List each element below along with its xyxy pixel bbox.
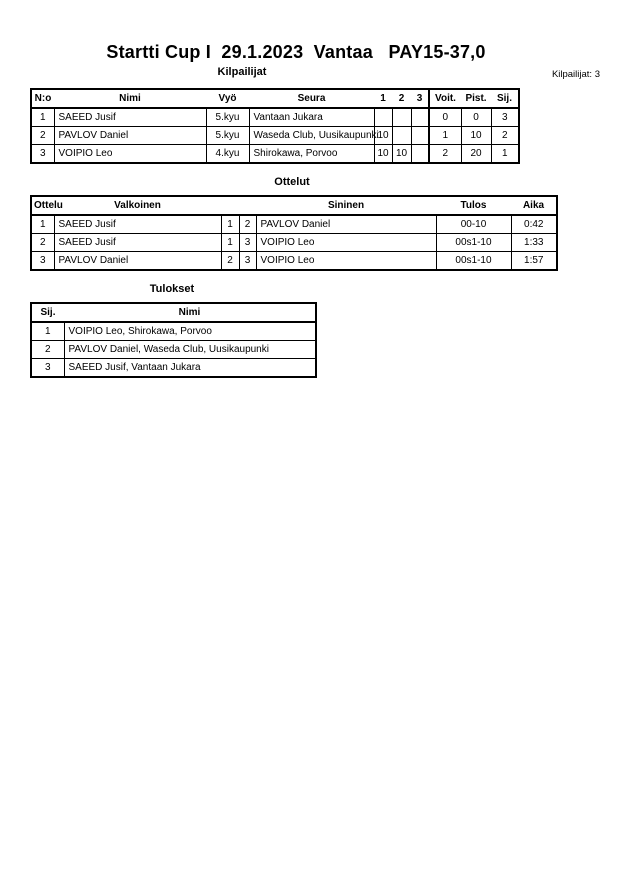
- table-row: [31, 234, 557, 252]
- cell-match2: [392, 108, 411, 127]
- cell-nimi: PAVLOV Daniel, Waseda Club, Uusikaupunki: [64, 341, 316, 359]
- table-row: [31, 322, 316, 341]
- cell-vyo: 4.kyu: [206, 145, 249, 164]
- cell-sij: 2: [31, 341, 64, 359]
- cell-nimi: SAEED Jusif: [54, 108, 206, 127]
- cell-sininen: VOIPIO Leo: [256, 234, 436, 252]
- cell-aika: 0:42: [511, 215, 557, 234]
- cell-ottelu: 2: [31, 234, 54, 252]
- cell-sininen: PAVLOV Daniel: [256, 215, 436, 234]
- ottelut-table: [30, 195, 558, 271]
- col-header-spacer: [239, 196, 256, 215]
- table-row: [31, 127, 519, 145]
- table-row: [31, 359, 316, 378]
- table-row: [31, 108, 519, 127]
- cell-nimi: VOIPIO Leo: [54, 145, 206, 164]
- table-row: [31, 145, 519, 164]
- cell-nimi: VOIPIO Leo, Shirokawa, Porvoo: [64, 322, 316, 341]
- cell-match3: [411, 145, 429, 164]
- kilpailijat-header-row: [31, 89, 519, 108]
- cell-match2: 10: [392, 145, 411, 164]
- competitors-count-label: Kilpailijat: 3: [551, 69, 600, 80]
- cell-ottelu: 1: [31, 215, 54, 234]
- cell-pist: 10: [461, 127, 491, 145]
- col-header-sininen: Sininen: [256, 196, 436, 215]
- cell-seura: Vantaan Jukara: [249, 108, 374, 127]
- cell-valkoinen: SAEED Jusif: [54, 215, 221, 234]
- col-header-nimi: Nimi: [64, 303, 316, 322]
- cell-vyo: 5.kyu: [206, 108, 249, 127]
- col-header-nimi: Nimi: [54, 89, 206, 108]
- cell-sij: 3: [491, 108, 519, 127]
- cell-aika: 1:57: [511, 252, 557, 271]
- cell-voit: 0: [429, 108, 461, 127]
- cell-sininen-no: 3: [239, 252, 256, 271]
- col-header-sij: Sij.: [491, 89, 519, 108]
- cell-vyo: 5.kyu: [206, 127, 249, 145]
- cell-valkoinen-no: 1: [221, 215, 239, 234]
- cell-sininen-no: 3: [239, 234, 256, 252]
- col-header-seura: Seura: [249, 89, 374, 108]
- cell-tulos: 00-10: [436, 215, 511, 234]
- cell-no: 1: [31, 108, 54, 127]
- cell-voit: 2: [429, 145, 461, 164]
- cell-voit: 1: [429, 127, 461, 145]
- cell-valkoinen-no: 2: [221, 252, 239, 271]
- cell-match3: [411, 127, 429, 145]
- col-header-match1: 1: [374, 89, 392, 108]
- col-header-match3: 3: [411, 89, 429, 108]
- page-title: Startti Cup I 29.1.2023 Vantaa PAY15-37,0: [106, 42, 486, 62]
- cell-nimi: SAEED Jusif, Vantaan Jukara: [64, 359, 316, 378]
- cell-no: 3: [31, 145, 54, 164]
- cell-valkoinen: PAVLOV Daniel: [54, 252, 221, 271]
- cell-match1: 10: [374, 127, 392, 145]
- cell-sij: 1: [31, 322, 64, 341]
- cell-sij: 3: [31, 359, 64, 378]
- col-header-vyo: Vyö: [206, 89, 249, 108]
- cell-valkoinen: SAEED Jusif: [54, 234, 221, 252]
- tulokset-table: [30, 302, 317, 378]
- cell-ottelu: 3: [31, 252, 54, 271]
- table-row: [31, 215, 557, 234]
- cell-pist: 0: [461, 108, 491, 127]
- cell-seura: Shirokawa, Porvoo: [249, 145, 374, 164]
- cell-aika: 1:33: [511, 234, 557, 252]
- section-title-kilpailijat: Kilpailijat: [217, 66, 267, 78]
- cell-match1: 10: [374, 145, 392, 164]
- cell-seura: [249, 127, 379, 145]
- cell-nimi: PAVLOV Daniel: [54, 127, 206, 145]
- col-header-valkoinen: Valkoinen: [54, 196, 221, 215]
- cell-sij: 1: [491, 145, 519, 164]
- section-title-ottelut: Ottelut: [274, 176, 310, 188]
- kilpailijat-table: [30, 88, 520, 164]
- cell-sij: 2: [491, 127, 519, 145]
- col-header-voit: Voit.: [429, 89, 461, 108]
- col-header-no: N:o: [31, 89, 54, 108]
- ottelut-header-row: [31, 196, 557, 215]
- col-header-aika: Aika: [511, 196, 557, 215]
- tulokset-header-row: [31, 303, 316, 322]
- cell-sininen-no: 2: [239, 215, 256, 234]
- col-header-spacer: [221, 196, 239, 215]
- col-header-match2: 2: [392, 89, 411, 108]
- section-title-tulokset: Tulokset: [149, 283, 195, 295]
- cell-sininen: VOIPIO Leo: [256, 252, 436, 271]
- cell-valkoinen-no: 1: [221, 234, 239, 252]
- col-header-pist: Pist.: [461, 89, 491, 108]
- col-header-tulos: Tulos: [436, 196, 511, 215]
- cell-match1: [374, 108, 392, 127]
- cell-no: 2: [31, 127, 54, 145]
- cell-tulos: 00s1-10: [436, 252, 511, 271]
- table-row: [31, 252, 557, 271]
- cell-match2: [392, 127, 411, 145]
- cell-seura-text: Waseda Club, Uusikaupunki: [253, 130, 379, 141]
- col-header-ottelu: Ottelu: [31, 196, 54, 215]
- col-header-sij: Sij.: [31, 303, 64, 322]
- cell-match3: [411, 108, 429, 127]
- cell-pist: 20: [461, 145, 491, 164]
- table-row: [31, 341, 316, 359]
- cell-tulos: 00s1-10: [436, 234, 511, 252]
